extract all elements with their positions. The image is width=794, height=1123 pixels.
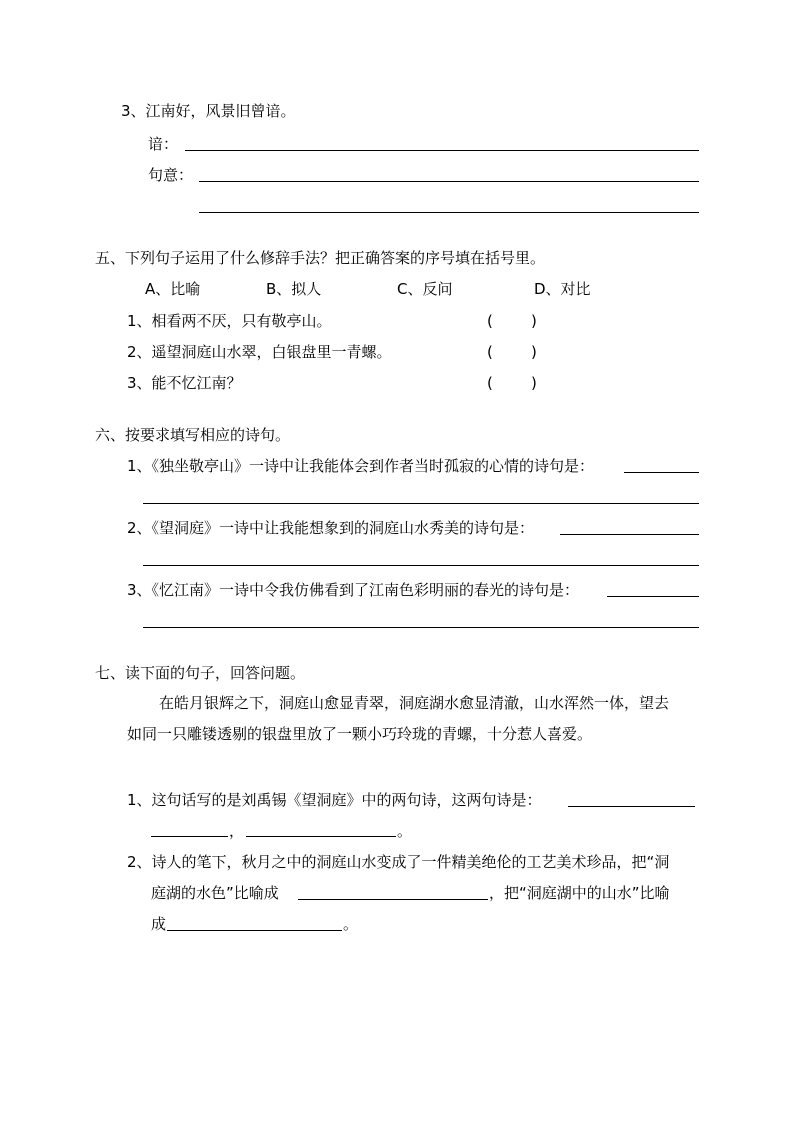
answer-line-6-2b[interactable] — [143, 565, 699, 566]
option-a: A、比喻 — [145, 280, 201, 298]
question-7-2-line-1: 2、诗人的笔下，秋月之中的洞庭山水变成了一件精美绝伦的工艺美术珍品，把“洞 — [127, 853, 670, 871]
question-7-2-line-2a: 庭湖的水色”比喻成 — [151, 884, 279, 902]
question-6-3: 3、《忆江南》一诗中令我仿佛看到了江南色彩明丽的春光的诗句是： — [127, 581, 580, 599]
period: 。 — [397, 822, 413, 840]
section-6-title: 六、按要求填写相应的诗句。 — [95, 426, 291, 444]
question-6-2: 2、《望洞庭》一诗中让我能想象到的洞庭山水秀美的诗句是： — [127, 519, 535, 537]
answer-line-6-1b[interactable] — [143, 503, 699, 504]
question-7-2-line-3b: 。 — [343, 915, 359, 933]
answer-line-7-1b[interactable] — [151, 836, 228, 837]
answer-line-an[interactable] — [185, 150, 699, 151]
question-7-2-line-2b: ，把“洞庭湖中的山水”比喻 — [489, 884, 670, 902]
answer-line-6-1a[interactable] — [624, 472, 699, 473]
answer-paren-5-2[interactable]: ( ) — [487, 343, 537, 361]
section-7-title: 七、读下面的句子，回答问题。 — [95, 664, 306, 682]
option-d: D、对比 — [534, 280, 591, 298]
answer-paren-5-1[interactable]: ( ) — [487, 312, 537, 330]
answer-line-7-1c[interactable] — [246, 836, 396, 837]
answer-paren-5-3[interactable]: ( ) — [487, 374, 537, 392]
passage-line-2: 如同一只雕镂透剔的银盘里放了一颗小巧玲珑的青螺，十分惹人喜爱。 — [127, 725, 593, 743]
answer-line-meaning-2[interactable] — [199, 212, 699, 213]
question-4-3: 3、江南好，风景旧曾谙。 — [121, 102, 296, 120]
question-7-2-line-3a: 成 — [151, 915, 167, 933]
label-an: 谙： — [148, 135, 179, 153]
question-5-2: 2、遥望洞庭山水翠，白银盘里一青螺。 — [127, 343, 392, 361]
answer-line-7-2a[interactable] — [298, 899, 488, 900]
answer-line-6-3a[interactable] — [607, 596, 699, 597]
answer-line-7-2b[interactable] — [167, 930, 342, 931]
question-6-1: 1、《独坐敬亭山》一诗中让我能体会到作者当时孤寂的心情的诗句是： — [127, 457, 595, 475]
section-5-title: 五、下列句子运用了什么修辞手法？把正确答案的序号填在括号里。 — [95, 249, 546, 267]
option-b: B、拟人 — [266, 280, 322, 298]
question-5-3: 3、能不忆江南？ — [127, 374, 242, 392]
answer-line-6-3b[interactable] — [143, 627, 699, 628]
answer-line-meaning-1[interactable] — [199, 181, 699, 182]
question-7-1: 1、这句话写的是刘禹锡《望洞庭》中的两句诗，这两句诗是： — [127, 791, 542, 809]
label-meaning: 句意： — [148, 166, 194, 184]
question-5-1: 1、相看两不厌，只有敬亭山。 — [127, 312, 332, 330]
option-c: C、反问 — [397, 280, 453, 298]
answer-line-7-1a[interactable] — [568, 806, 695, 807]
comma: ， — [229, 822, 245, 840]
passage-line-1: 在皓月银辉之下，洞庭山愈显青翠，洞庭湖水愈显清澈，山水浑然一体，望去 — [159, 694, 670, 712]
answer-line-6-2a[interactable] — [560, 534, 699, 535]
